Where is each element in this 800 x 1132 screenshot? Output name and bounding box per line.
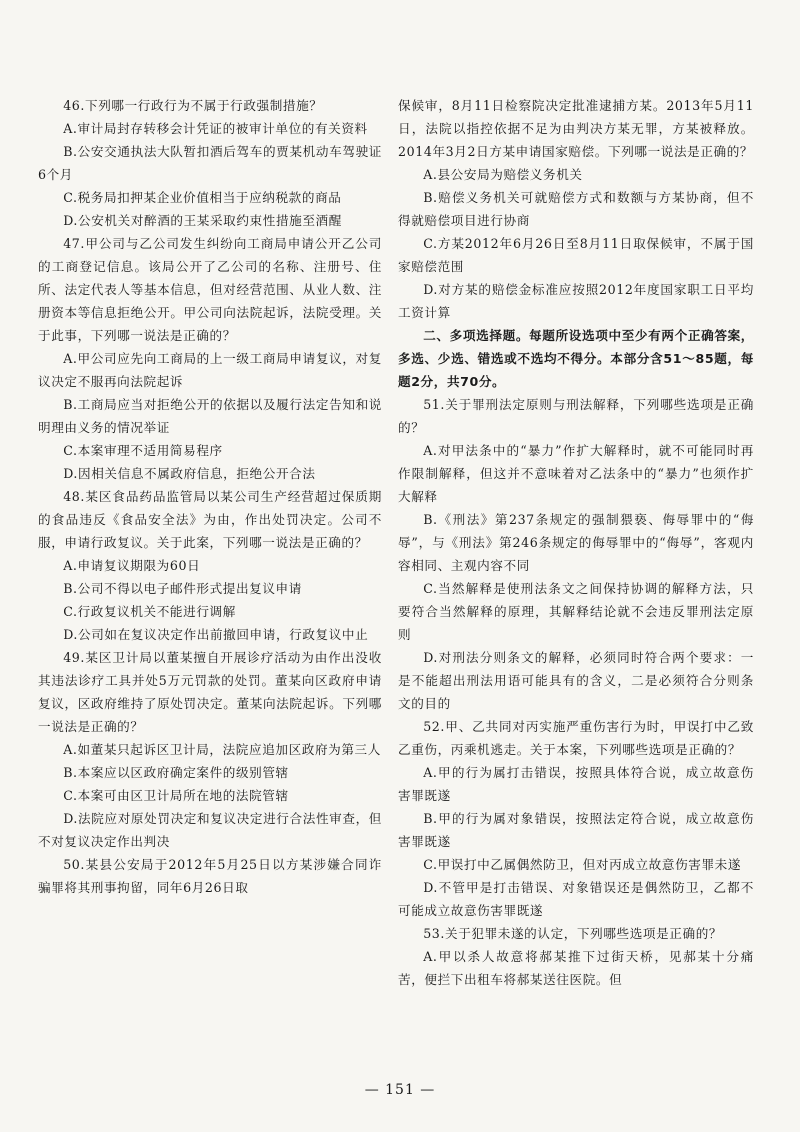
question-stem: 52.甲、乙共同对丙实施严重伤害行为时，甲误打中乙致乙重伤，丙乘机逃走。关于本案，下列哪些选项是正确的？	[398, 719, 754, 757]
answer-option: D.因相关信息不属政府信息，拒绝公开合法	[63, 466, 316, 481]
question-stem: 46.下列哪一行政行为不属于行政强制措施？	[63, 98, 323, 113]
answer-option: D.公安机关对醉酒的王某采取约束性措施至酒醒	[63, 213, 342, 228]
right-column	[398, 94, 754, 991]
question-stem: 51.关于罪刑法定原则与刑法解释，下列哪些选项是正确的？	[398, 397, 754, 435]
question-stem: 47.甲公司与乙公司发生纠纷向工商局申请公开乙公司的工商登记信息。该局公开了乙公司的名称、注册号、住所、法定代表人等基本信息，但对经营范围、从业人数、注册资本等信息拒绝公开。甲公司向法院起诉，法院受理。关于此事，下列哪一说法是正确的？	[38, 236, 382, 343]
answer-option: C.方某2012年6月26日至8月11日取保候审，不属于国家赔偿范围	[398, 236, 754, 274]
answer-option: A.甲以杀人故意将郝某推下过街天桥，见郝某十分痛苦，便拦下出租车将郝某送往医院。但	[398, 949, 754, 987]
answer-option: A.县公安局为赔偿义务机关	[423, 167, 583, 182]
question-stem: 49.某区卫计局以董某擅自开展诊疗活动为由作出没收其违法诊疗工具并处5万元罚款的处罚。董某向区政府申请复议，区政府维持了原处罚决定。董某向法院起诉。下列哪一说法是正确的？	[38, 650, 382, 734]
answer-option: B.公司不得以电子邮件形式提出复议申请	[63, 581, 302, 596]
answer-option: C.税务局扣押某企业价值相当于应纳税款的商品	[63, 190, 342, 205]
answer-option: D.对方某的赔偿金标准应按照2012年度国家职工日平均工资计算	[398, 282, 754, 320]
answer-option: A.审计局封存转移会计凭证的被审计单位的有关资料	[63, 121, 368, 136]
left-column	[38, 94, 382, 899]
continued-text: 保候审，8月11日检察院决定批准逮捕方某。2013年5月11日，法院以指控依据不足为由判决方某无罪，方某被释放。2014年3月2日方某申请国家赔偿。下列哪一说法是正确的？	[398, 98, 754, 159]
answer-option: C.当然解释是使刑法条文之间保持协调的解释方法，只要符合当然解释的原理，其解释结论就不会违反罪刑法定原则	[398, 581, 754, 642]
answer-option: A.申请复议期限为60日	[63, 558, 201, 573]
answer-option: C.甲误打中乙属偶然防卫，但对丙成立故意伤害罪未遂	[423, 857, 742, 872]
answer-option: A.甲的行为属打击错误，按照具体符合说，成立故意伤害罪既遂	[398, 765, 754, 803]
page-number: — 151 —	[364, 1082, 436, 1098]
answer-option: D.公司如在复议决定作出前撤回申请，行政复议中止	[63, 627, 369, 642]
answer-option: B.公安交通执法大队暂扣酒后驾车的贾某机动车驾驶证6个月	[38, 144, 382, 182]
question-stem: 50.某县公安局于2012年5月25日以方某涉嫌合同诈骗罪将其刑事拘留，同年6月26日取	[38, 857, 382, 895]
answer-option: B.赔偿义务机关可就赔偿方式和数额与方某协商，但不得就赔偿项目进行协商	[398, 190, 754, 228]
answer-option: A.如董某只起诉区卫计局，法院应追加区政府为第三人	[63, 742, 381, 757]
question-stem: 53.关于犯罪未遂的认定，下列哪些选项是正确的？	[423, 926, 723, 941]
answer-option: B.本案应以区政府确定案件的级别管辖	[63, 765, 289, 780]
answer-option: B.《刑法》第237条规定的强制猥亵、侮辱罪中的“侮辱”，与《刑法》第246条规定的侮辱罪中的“侮辱”，客观内容相同、主观内容不同	[398, 512, 754, 573]
answer-option: A.对甲法条中的“暴力”作扩大解释时，就不可能同时再作限制解释，但这并不意味着对乙法条中的“暴力”也须作扩大解释	[398, 443, 754, 504]
answer-option: D.不管甲是打击错误、对象错误还是偶然防卫，乙都不可能成立故意伤害罪既遂	[398, 880, 754, 918]
question-stem: 48.某区食品药品监管局以某公司生产经营超过保质期的食品违反《食品安全法》为由，作出处罚决定。公司不服，申请行政复议。关于此案，下列哪一说法是正确的？	[38, 489, 382, 550]
section-heading: 二、多项选择题。每题所设选项中至少有两个正确答案，多选、少选、错选或不选均不得分。本部分含51～85题，每题2分，共70分。	[398, 328, 754, 389]
answer-option: A.甲公司应先向工商局的上一级工商局申请复议，对复议决定不服再向法院起诉	[38, 351, 382, 389]
answer-option: D.对刑法分则条文的解释，必须同时符合两个要求：一是不能超出刑法用语可能具有的含义，二是必须符合分则条文的目的	[398, 650, 754, 711]
answer-option: B.工商局应当对拒绝公开的依据以及履行法定告知和说明理由义务的情况举证	[38, 397, 382, 435]
answer-option: C.本案可由区卫计局所在地的法院管辖	[63, 788, 289, 803]
answer-option: C.本案审理不适用简易程序	[63, 443, 223, 458]
answer-option: B.甲的行为属对象错误，按照法定符合说，成立故意伤害罪既遂	[398, 811, 754, 849]
answer-option: C.行政复议机关不能进行调解	[63, 604, 236, 619]
answer-option: D.法院应对原处罚决定和复议决定进行合法性审查，但不对复议决定作出判决	[38, 811, 382, 849]
